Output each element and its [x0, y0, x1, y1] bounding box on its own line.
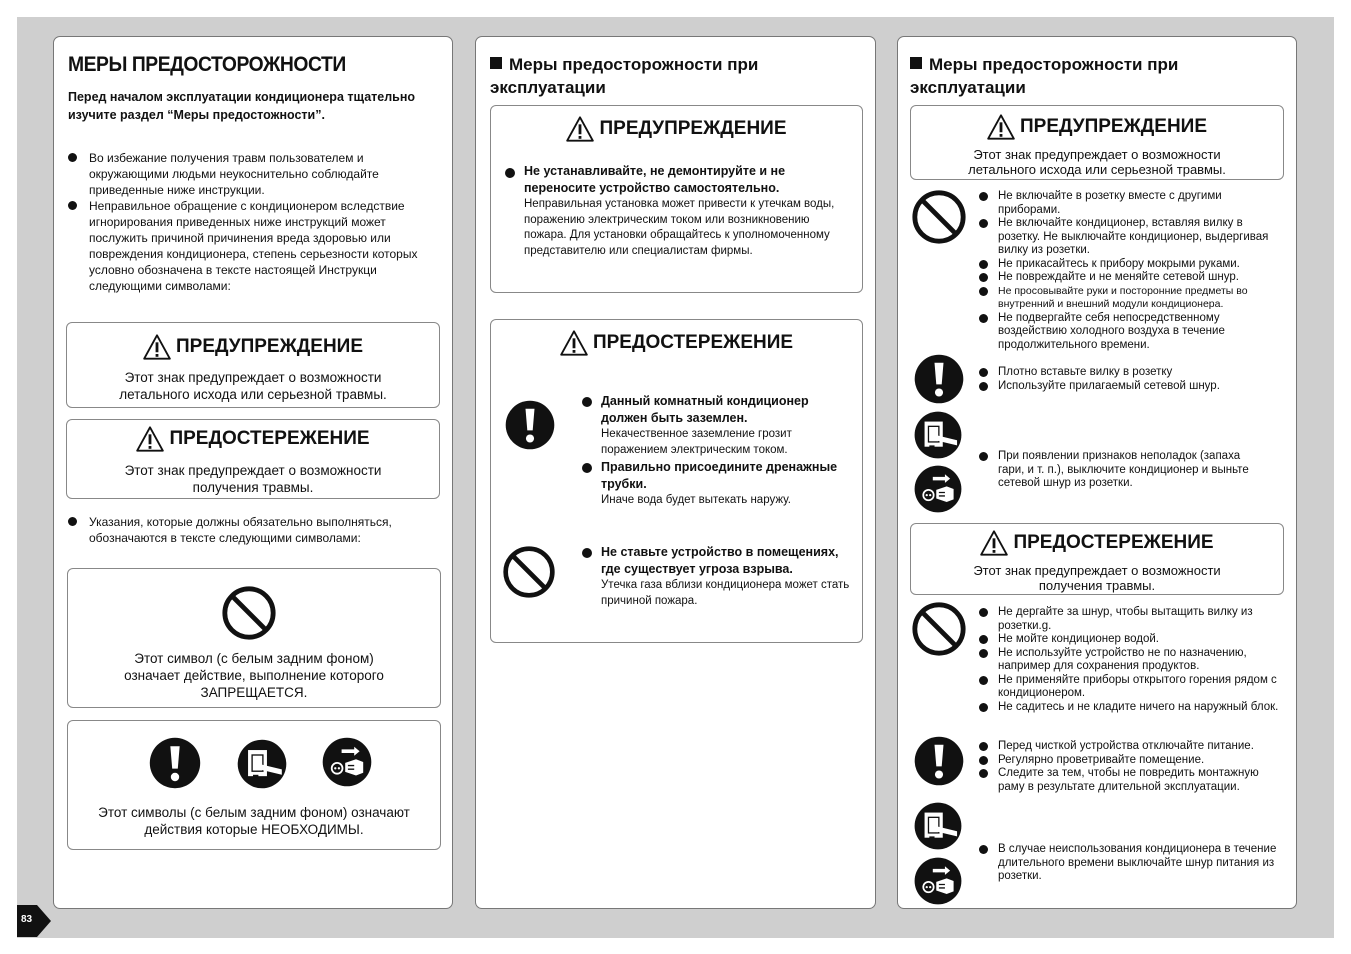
list-item: Не используйте устройство не по назначению, например для сохранения продуктов.	[979, 647, 1285, 674]
warning-heading	[491, 116, 862, 142]
square-bullet-icon	[910, 57, 922, 69]
warning-legend-box	[66, 322, 440, 408]
list-item: Плотно вставьте вилку в розетку	[979, 366, 1285, 380]
list-item: Не включайте кондиционер, вставляя вилку в розетку. Не выключайте кондиционер, выдергивая вилку из розетки.	[979, 217, 1285, 258]
caution-legend-box	[66, 419, 440, 499]
caution-description: Этот знак предупреждает о возможности получения травмы.	[973, 563, 1221, 593]
caution-mandatory-list	[979, 740, 1285, 794]
caution-item-text: Иначе вода будет вытекать наружу.	[601, 494, 791, 506]
prohibited-icon	[910, 600, 968, 658]
caution-item-title: Данный комнатный кондиционер должен быть заземлен.	[601, 394, 809, 425]
plug-in-icon	[912, 409, 964, 461]
intro-bullets	[68, 150, 440, 294]
bullet-icon	[505, 168, 515, 178]
caution-item-text: Утечка газа вблизи кондиционера может стать причиной пожара.	[601, 579, 850, 607]
warning-legend-box	[910, 105, 1284, 180]
page-title: МЕРЫ ПРЕДОСТОРОЖНОСТИ	[68, 53, 346, 76]
caution-title: ПРЕДОСТЕРЕЖЕНИЕ	[592, 332, 794, 353]
prohibited-icon	[220, 584, 278, 642]
list-item: Указания, которые должны обязательно выполняться, обозначаются в тексте следующими символами:	[68, 514, 440, 546]
list-item: Не повреждайте и не меняйте сетевой шнур.	[979, 271, 1285, 285]
warning-item-text: Неправильная установка может привести к утечкам воды, поражению электрическим током или возникновению пожара. Для установки обращайтесь к уполномоченному представителю или специалистам фирмы.	[524, 198, 835, 257]
warning-title: ПРЕДУПРЕЖДЕНИЕ	[1019, 116, 1208, 137]
list-item: Не мойте кондиционер водой.	[979, 633, 1285, 647]
mandatory-action-icon	[912, 352, 966, 406]
plug-in-icon	[912, 800, 964, 852]
warning-box	[490, 105, 863, 293]
list-item: Не подвергайте себя непосредственному воздействию холодного воздуха в течение продолжительного времени.	[979, 312, 1285, 353]
warning-mandatory-list	[979, 366, 1285, 393]
section-heading-text: Меры предосторожности при эксплуатации	[910, 55, 1179, 97]
bullet-icon	[582, 397, 592, 407]
section-heading	[490, 53, 850, 99]
square-bullet-icon	[490, 57, 502, 69]
caution-heading	[491, 330, 862, 356]
caution-title: ПРЕДОСТЕРЕЖЕНИЕ	[169, 428, 370, 449]
list-item: Используйте прилагаемый сетевой шнур.	[979, 380, 1285, 394]
list-item: Регулярно проветривайте помещение.	[979, 754, 1285, 768]
symbols-bullet	[68, 514, 440, 546]
warning-triangle-icon	[987, 114, 1015, 140]
mandatory-symbols-box	[67, 720, 441, 850]
list-item: Не прикасайтесь к прибору мокрыми руками.	[979, 258, 1285, 272]
list-item: Не применяйте приборы открытого горения рядом с кондиционером.	[979, 674, 1285, 701]
warning-item	[524, 163, 854, 259]
unplug-icon	[912, 855, 964, 907]
list-item: Не садитесь и не кладите ничего на наружный блок.	[979, 701, 1285, 715]
warning-triangle-icon	[566, 116, 594, 142]
caution-legend-box	[910, 523, 1284, 595]
caution-item	[601, 393, 851, 458]
mandatory-action-icon	[147, 735, 203, 791]
plug-in-icon	[235, 737, 289, 791]
caution-item-text: Некачественное заземление грозит поражением электрическим током.	[601, 428, 792, 456]
mandatory-action-icon	[503, 398, 557, 452]
prohibited-icon	[910, 188, 968, 246]
caution-prohibit-list	[979, 606, 1285, 714]
list-item: Неправильное обращение с кондиционером вследствие игнорирования приведенных ниже инструкций может послужить причиной причинения вреда здоровью или повреждения кондиционера, степень серьезности которых условно обозначена в тексте настоящей Инструкци следующими символами:	[68, 198, 440, 294]
warning-prohibit-list	[979, 190, 1285, 352]
intro-text: Перед началом эксплуатации кондиционера тщательно изучите раздел “Меры предостожности”.	[68, 90, 416, 122]
prohibit-description: Этот символ (с белым задним фоном) означает действие, выполнение которого ЗАПРЕЩАЕТСЯ.	[124, 651, 384, 700]
section-heading	[910, 53, 1270, 99]
list-item: Перед чисткой устройства отключайте питание.	[979, 740, 1285, 754]
caution-item-title: Правильно присоедините дренажные трубки.	[601, 460, 838, 491]
list-item: Следите за тем, чтобы не повредить монтажную раму в результате длительной эксплуатации.	[979, 767, 1285, 794]
list-item: Не дергайте за шнур, чтобы вытащить вилку из розетки.g.	[979, 606, 1285, 633]
caution-item	[601, 544, 851, 609]
warning-triangle-icon	[560, 330, 588, 356]
warning-item-title: Не устанавливайте, не демонтируйте и не переносите устройство самостоятельно.	[524, 164, 786, 195]
warning-heading	[911, 114, 1283, 140]
warning-triangle-icon	[980, 530, 1008, 556]
list-item: Во избежание получения травм пользователем и окружающими людьми неукоснительно соблюдайте приведенные ниже инструкции.	[68, 150, 440, 198]
list-item: Не включайте в розетку вместе с другими приборами.	[979, 190, 1285, 217]
unplug-icon	[912, 463, 964, 515]
list-item: При появлении признаков неполадок (запаха гари, и т. п.), выключите кондиционер и выньте сетевой шнур из розетки.	[979, 450, 1254, 491]
warning-triangle-icon	[143, 334, 171, 360]
list-item: В случае неиспользования кондиционера в течение длительного времени выключайте шнур питания из розетки.	[979, 843, 1285, 884]
caution-item	[601, 459, 851, 509]
section-heading-text: Меры предосторожности при эксплуатации	[490, 55, 759, 97]
warning-triangle-icon	[136, 426, 164, 452]
unplug-icon	[320, 735, 374, 789]
warning-description: Этот знак предупреждает о возможности летального исхода или серьезной травмы.	[968, 147, 1226, 177]
left-panel	[53, 36, 453, 909]
mandatory-description: Этот символы (с белым задним фоном) означают действия которые НЕОБХОДИМЫ.	[98, 805, 410, 837]
page-number: 83	[21, 914, 33, 925]
caution-unplug-list	[979, 843, 1285, 884]
warning-heading	[67, 334, 439, 360]
caution-heading	[67, 426, 439, 452]
caution-box	[490, 319, 863, 643]
mandatory-action-icon	[912, 734, 966, 788]
warning-unplug-list	[979, 450, 1254, 491]
warning-title: ПРЕДУПРЕЖДЕНИЕ	[175, 336, 364, 357]
bullet-icon	[582, 463, 592, 473]
caution-item-title: Не ставьте устройство в помещениях, где существует угроза взрыва.	[601, 545, 839, 576]
bullet-icon	[582, 548, 592, 558]
caution-heading	[911, 530, 1283, 556]
prohibited-icon	[501, 544, 557, 600]
warning-title: ПРЕДУПРЕЖДЕНИЕ	[599, 118, 787, 139]
list-item: Не просовывайте руки и посторонние предметы во внутренний и внешний модули кондиционера.	[979, 285, 1285, 312]
warning-description: Этот знак предупреждает о возможности летального исхода или серьезной травмы.	[119, 370, 387, 402]
middle-panel	[475, 36, 876, 909]
prohibit-symbol-box	[67, 568, 441, 708]
caution-title: ПРЕДОСТЕРЕЖЕНИЕ	[1013, 532, 1214, 553]
right-panel	[897, 36, 1297, 909]
caution-description: Этот знак предупреждает о возможности получения травмы.	[124, 463, 382, 495]
